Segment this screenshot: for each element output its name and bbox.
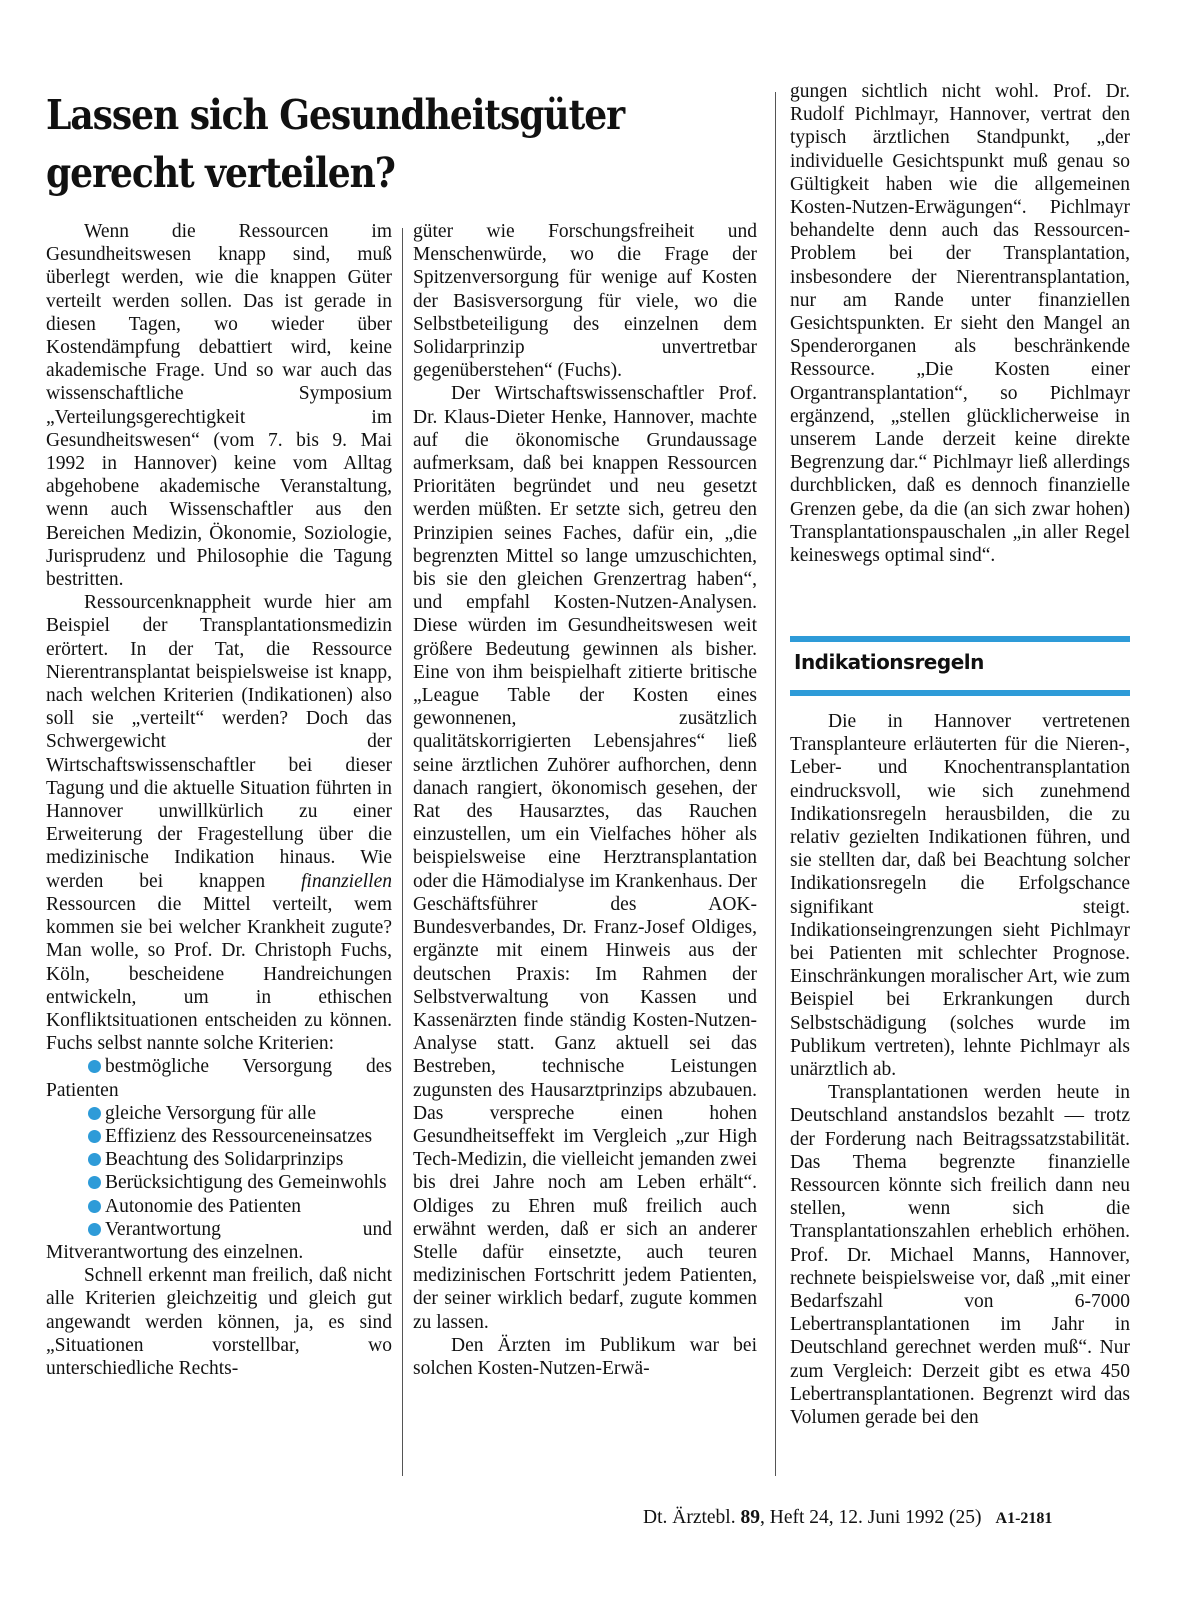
subheading-box — [790, 636, 1130, 696]
list-item-text: bestmögliche Versorgung des Patienten — [46, 1056, 392, 1101]
paragraph-text: Ressourcen die Mittel verteilt, wem kommen sie bei welcher Krankheit zugute? Man wolle, so Prof. Dr. Christoph Fuchs, Köln, bescheidene Handreichungen entwickeln, um in ethischen Konfliktsituationen entscheiden zu können. Fuchs selbst nannte solche Kriterien: — [46, 893, 392, 1055]
column-3-continued — [790, 710, 1130, 1429]
paragraph: Schnell erkennt man freilich, daß nicht alle Kriterien gleichzeitig und gleich gut angewandt werden können, ja, es sind „Situationen vorstellbar, wo unterschiedliche Rechts- — [46, 1265, 392, 1379]
journal-name: Dt. Ärztebl. — [643, 1507, 736, 1528]
bullet-icon — [88, 1153, 101, 1166]
bullet-icon — [88, 1060, 101, 1073]
article-title: Lassen sich Gesundheitsgüter gerecht verteilen? — [46, 91, 625, 197]
list-item — [46, 1148, 392, 1171]
bullet-icon — [88, 1200, 101, 1213]
accent-bar — [790, 690, 1130, 696]
list-item — [46, 1055, 392, 1101]
paragraph: Die in Hannover vertretenen Transplanteure erläuterten für die Nieren-, Leber- und Knochentransplantation eindrucksvoll, wie sich zunehmend Indikationsregeln herausbilden, die zu relativ gezielten Indikationen führen, und sie stellten dar, daß bei Beachtung solcher Indikationsregeln die Erfolgschance signifikant steigt. Indikationseingrenzungen sieht Pichlmayr bei Patienten mit schlechter Prognose. Einschränkungen moralischer Art, wie zum Beispiel bei Erkrankungen durch Selbstschädigung (solches wurde im Publikum vertreten), lehnte Pichlmayr als unärztlich ab. — [790, 711, 1130, 1081]
list-item — [46, 1218, 392, 1264]
list-item — [46, 1102, 392, 1125]
subheading: Indikationsregeln — [794, 650, 984, 674]
list-item-text: gleiche Versorgung für alle — [105, 1102, 317, 1124]
list-item-text: Verantwortung und Mitverantwortung des einzelnen. — [46, 1218, 392, 1263]
list-item-text: Effizienz des Ressourceneinsatzes — [105, 1125, 373, 1147]
paragraph: Transplantationen werden heute in Deutschland anstandslos bezahlt — trotz der Forderung nach Beitragssatzstabilität. Das Thema begrenzte finanzielle Ressourcen könnte sich freilich dann neu stellen, wenn sich die Transplantationszahlen erheblich erhöhen. Prof. Dr. Michael Manns, Hannover, rechnete beispielsweise vor, daß „mit einer Bedarfszahl von 6-7000 Lebertransplantationen im Jahr in Deutschland gerechnet werden muß“. Nur zum Vergleich: Derzeit gibt es etwa 450 Lebertransplantationen. Begrenzt wird das Volumen gerade bei den — [790, 1082, 1130, 1429]
list-item-text: Autonomie des Patienten — [105, 1195, 302, 1217]
column-divider — [775, 92, 776, 1476]
paragraph: gungen sichtlich nicht wohl. Prof. Dr. Rudolf Pichlmayr, Hannover, vertrat den typisch ärztlichen Standpunkt, „der individuelle Gesichtspunkt muß genau so Gültigkeit haben wie die allgemeinen Kosten-Nutzen-Erwägungen“. Pichlmayr behandelte denn auch das Ressourcen-Problem bei der Transplantation, insbesondere der Nierentransplantation, nur am Rande unter finanziellen Gesichtspunkten. Er sieht den Mangel an Spenderorganen als beschränkende Ressource. „Die Kosten einer Organtransplantation“, so Pichlmayr ergänzend, „stellen glücklicherweise in unserem Lande derzeit keine direkte Begrenzung dar.“ Pichlmayr ließ allerdings durchblicken, daß es dennoch finanzielle Grenzen gebe, da die (an sich zwar hohen) Transplantationspauschalen „in aller Regel keineswegs optimal sind“. — [790, 81, 1130, 567]
issue-info: , Heft 24, 12. Juni 1992 (25) — [759, 1507, 982, 1528]
column-divider — [402, 228, 403, 1476]
page-code: A1-2181 — [995, 1510, 1053, 1527]
bullet-icon — [88, 1130, 101, 1143]
list-item-text: Beachtung des Solidarprinzips — [105, 1149, 344, 1171]
paragraph: Den Ärzten im Publikum war bei solchen Kosten-Nutzen-Erwä- — [413, 1334, 757, 1379]
list-item-text: Berücksichtigung des Gemeinwohls — [105, 1172, 387, 1194]
paragraph-text: Ressourcenknappheit wurde hier am Beispiel der Transplantationsmedizin erörtert. In der Tat, die Ressource Nierentransplantat beispielsweise ist knapp, nach welchen Kriterien (Indikationen) also soll sie „verteilt“ werden? Doch das Schwergewicht der Wirtschaftswissenschaftler bei dieser Tagung und die aktuelle Situation führten in Hannover unwillkürlich zu einer Erweiterung der Fragestellung über die medizinische Indikation hinaus. Wie werden bei knappen — [46, 592, 392, 892]
volume-number: 89 — [740, 1507, 760, 1528]
column-2 — [413, 220, 757, 1380]
paragraph: Wenn die Ressourcen im Gesundheitswesen knapp sind, muß überlegt werden, wie die knappen Güter verteilt werden sollen. Das ist gerade in diesen Tagen, wo wieder über Kostendämpfung debattiert wird, keine akademische Frage. Und so war auch das wissenschaftliche Symposium „Verteilungsgerechtigkeit im Gesundheitswesen“ (vom 7. bis 9. Mai 1992 in Hannover) keine vom Alltag abgehobene akademische Veranstaltung, wenn auch Wissenschaftler aus den Bereichen Medizin, Ökonomie, Soziologie, Jurisprudenz und Philosophie die Tagung bestritten. — [46, 221, 392, 591]
list-item — [46, 1125, 392, 1148]
list-item — [46, 1171, 392, 1194]
emphasis-text: finanziellen — [301, 870, 392, 892]
bullet-icon — [88, 1176, 101, 1189]
list-item — [46, 1195, 392, 1218]
paragraph: güter wie Forschungsfreiheit und Menschenwürde, wo die Frage der Spitzenversorgung für wenige auf Kosten der Basisversorgung für viele, wo die Selbstbeteiligung des einzelnen dem Solidarprinzip unvertretbar gegenüberstehen“ (Fuchs). — [413, 221, 757, 382]
column-3 — [790, 80, 1130, 567]
paragraph: Der Wirtschaftswissenschaftler Prof. Dr. Klaus-Dieter Henke, Hannover, machte auf die ökonomische Grundaussage aufmerksam, daß bei knappen Ressourcen Prioritäten begründet und neu gesetzt werden müßten. Er setzte sich, getreu den Prinzipien seines Faches, dafür ein, „die begrenzten Mittel so lange umzuschichten, bis sie den gleichen Grenzertrag haben“, und empfahl Kosten-Nutzen-Analysen. Diese würden im Gesundheitswesen weit größere Bedeutung gewinnen als bisher. Eine von ihm beispielhaft zitierte britische „League Table der Kosten eines gewonnenen, zusätzlich qualitätskorrigierten Lebensjahres“ ließ seine ärztlichen Zuhörer aufhorchen, denn danach rangiert, ökonomisch gesehen, der Rat des Hausarztes, das Rauchen einzustellen, um ein Vielfaches höher als beispielsweise eine Herztransplantation oder die Hämodialyse im Krankenhaus. Der Geschäftsführer des AOK-Bundesverbandes, Dr. Franz-Josef Oldiges, ergänzte mit einem Hinweis aus der deutschen Praxis: Im Rahmen der Selbstverwaltung von Kassen und Kassenärzten finde ständig Kosten-Nutzen-Analyse statt. Ganz aktuell sei das Bestreben, technische Leistungen zugunsten des Hausarztprinzips abzubauen. Das verspreche einen hohen Gesundheitseffekt im Vergleich „zur High Tech-Medizin, die vielleicht jemanden zwei bis drei Jahre noch am Leben erhält“. Oldiges zu Ehren muß freilich auch erwähnt werden, daß er sich an anderer Stelle dafür einsetzte, auch teuren medizinischen Fortschritt jedem Patienten, der seiner wirklich bedarf, zugute kommen zu lassen. — [413, 383, 757, 1333]
accent-bar — [790, 636, 1130, 642]
column-1 — [46, 220, 392, 1380]
bullet-icon — [88, 1107, 101, 1120]
page-footer — [643, 1507, 1133, 1529]
paragraph — [46, 591, 392, 1055]
bullet-icon — [88, 1223, 101, 1236]
